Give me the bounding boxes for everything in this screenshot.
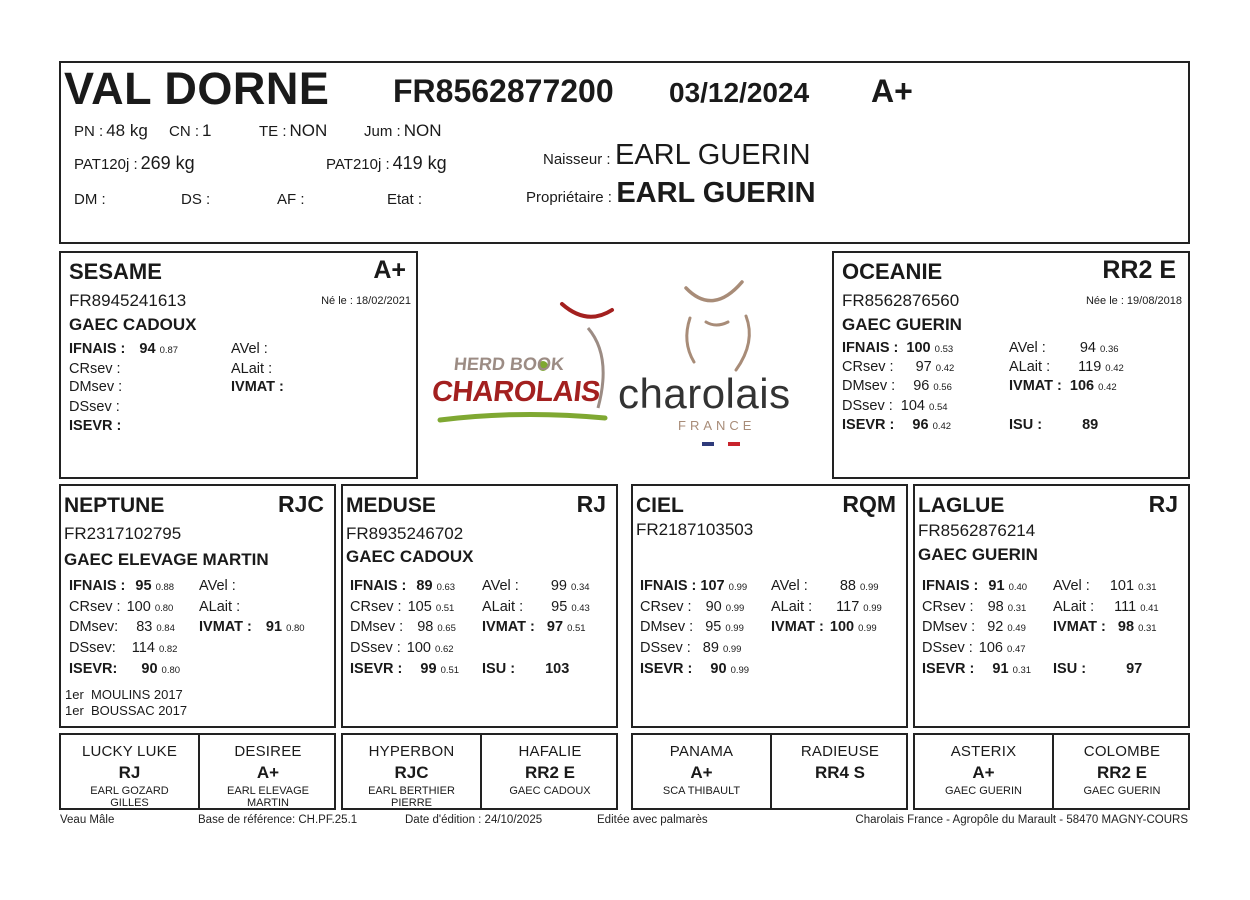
animal-name: VAL DORNE [64,63,330,114]
gp-avel-label: AVel : [199,578,236,594]
ggp-owner: GAEC GUERIN [1083,785,1161,797]
gp-alait: ALait : 111 0.41 [1053,599,1159,615]
dam-ivmat: IVMAT : 106 0.42 [1009,378,1117,394]
dam-avel: AVel : 94 0.36 [1009,340,1119,356]
gp-ivmat: IVMAT : 97 0.51 [482,619,586,635]
etat-label: Etat : [387,191,423,208]
palmares-item: 1er BOUSSAC 2017 [65,703,188,718]
sire-isevr-label: ISEVR : [69,418,122,434]
gp-id: FR2317102795 [64,524,182,543]
gp-ifnais: IFNAIS : 91 0.40 [922,578,1028,594]
gp-dssev: DSsev: 114 0.82 [69,640,178,656]
ggp-owner: GAEC GUERIN [944,785,1022,797]
ggp-name: HAFALIE [518,743,582,760]
footer-base: Base de référence: CH.PF.25.1 [198,814,358,826]
ggp-grade: RJC [394,763,429,782]
gp-name: NEPTUNE [64,494,165,517]
gp-grade: RQM [842,491,896,517]
sire-dssev-label: DSsev : [69,399,120,415]
sire-crsev-label: CRsev : [69,361,121,377]
herdbook-top: HERD BOOK [453,354,566,374]
ggp-cell [1054,735,1190,808]
ggp-name: ASTERIX [950,743,1017,760]
gp-dmsev: DMsev : 98 0.65 [350,619,456,635]
gp-name: CIEL [636,494,684,517]
gp-dssev: DSsev : 100 0.62 [350,640,454,656]
gp-crsev: CRsev : 90 0.99 [640,599,745,615]
pat210-field: PAT210j : 419 kg [326,153,447,173]
dam-born: Née le : 19/08/2018 [1085,295,1182,307]
gp-grade: RJ [576,491,606,517]
animal-id: FR8562877200 [393,73,614,109]
ggp-cell [343,735,480,808]
ds-label: DS : [181,191,211,208]
ggp-name: PANAMA [669,743,734,760]
gp-ifnais: IFNAIS : 107 0.99 [640,578,748,594]
dam-dssev: DSsev : 104 0.54 [842,398,948,414]
gp-crsev: CRsev : 105 0.51 [350,599,455,615]
gp-grade: RJC [277,491,324,517]
dam-ifnais: IFNAIS : 100 0.53 [842,340,954,356]
ggp-grade: A+ [690,763,713,782]
french-flag-icon [702,442,742,446]
ggp-grade: RR2 E [524,763,576,782]
dam-crsev: CRsev : 97 0.42 [842,359,955,375]
gp-avel: AVel : 99 0.34 [482,578,590,594]
jum-field: Jum : NON [364,121,442,140]
dam-dmsev: DMsev : 96 0.56 [842,378,952,394]
gp-id: FR8935246702 [346,524,464,543]
sire-box [59,251,418,479]
gp-isevr: ISEVR: 90 0.80 [69,661,181,677]
ggp-owner: EARL ELEVAGE MARTIN [227,785,309,809]
gp-isu: ISU : 103 [482,661,570,677]
gp-ivmat: IVMAT : 91 0.80 [199,619,305,635]
gp-ifnais: IFNAIS : 89 0.63 [350,578,456,594]
proprietaire-field: Propriétaire : EARL GUERIN [526,177,816,209]
ggp-name: HYPERBON [368,743,455,760]
af-label: AF : [277,191,305,208]
dm-label: DM : [74,191,106,208]
dam-isevr: ISEVR : 96 0.42 [842,417,952,433]
dam-isu: ISU : 89 [1009,417,1099,433]
animal-date: 03/12/2024 [669,77,810,108]
ggp-box-2 [341,733,618,810]
ggp-owner: SCA THIBAULT [662,785,741,797]
te-field: TE : NON [259,121,328,140]
gp-avel: AVel : 88 0.99 [771,578,879,594]
gp-dmsev: DMsev: 83 0.84 [69,619,175,635]
dam-grade: RR2 E [1102,256,1176,284]
gp-box-laglue [913,484,1190,728]
sire-id: FR8945241613 [69,291,187,310]
gp-ifnais: IFNAIS : 95 0.88 [69,578,175,594]
gp-id: FR8562876214 [918,521,1036,540]
footer-edition-date: Date d'édition : 24/10/2025 [405,814,543,826]
ggp-name: LUCKY LUKE [81,743,178,760]
dam-id: FR8562876560 [842,291,960,310]
gp-owner: GAEC CADOUX [346,547,474,566]
footer-palmares: Editée avec palmarès [597,814,708,826]
ggp-owner: EARL BERTHIER PIERRE [368,785,455,809]
ggp-name: COLOMBE [1083,743,1161,760]
ggp-cell [915,735,1052,808]
herdbook-logo [430,296,620,426]
ggp-owner: EARL GOZARD GILLES [90,785,169,809]
charolais-word: charolais [618,370,791,417]
gp-alait-label: ALait : [199,599,241,615]
gp-dmsev: DMsev : 92 0.49 [922,619,1026,635]
gp-box-neptune [59,484,336,728]
ggp-cell [200,735,336,808]
palmares-item: 1er MOULINS 2017 [65,687,183,702]
ggp-cell [482,735,618,808]
ggp-name: DESIREE [234,743,302,760]
gp-owner: GAEC ELEVAGE MARTIN [64,550,269,569]
header-box [59,61,1190,244]
ggp-grade: RR4 S [814,763,866,782]
dam-name: OCEANIE [842,259,943,284]
gp-avel: AVel : 101 0.31 [1053,578,1157,594]
gp-box-ciel [631,484,908,728]
gp-ivmat: IVMAT : 100 0.99 [771,619,877,635]
gp-box-meduse [341,484,618,728]
gp-isevr: ISEVR : 91 0.31 [922,661,1032,677]
ggp-name: RADIEUSE [800,743,880,760]
sire-alait-label: ALait : [231,361,273,377]
gp-ivmat: IVMAT : 98 0.31 [1053,619,1157,635]
sire-avel-label: AVel : [231,341,268,357]
ggp-box-1 [59,733,336,810]
sire-grade: A+ [373,256,406,284]
animal-grade: A+ [871,73,913,109]
ggp-cell [61,735,198,808]
gp-grade: RJ [1148,491,1178,517]
dam-box [832,251,1190,479]
charolais-sub: FRANCE [678,418,756,433]
pn-field: PN : 48 kg [74,121,148,140]
dam-alait: ALait : 119 0.42 [1009,359,1124,375]
gp-name: LAGLUE [918,494,1005,517]
ggp-grade: A+ [972,763,995,782]
sire-name: SESAME [69,259,162,284]
gp-name: MEDUSE [346,494,436,517]
ggp-grade: A+ [256,763,280,782]
cn-field: CN : 1 [169,121,212,140]
gp-isu: ISU : 97 [1053,661,1143,677]
sire-born: Né le : 18/02/2021 [321,295,411,307]
ggp-box-3 [631,733,908,810]
sire-dmsev-label: DMsev : [69,379,123,395]
gp-dmsev: DMsev : 95 0.99 [640,619,744,635]
ggp-cell [772,735,908,808]
gp-isevr: ISEVR : 90 0.99 [640,661,750,677]
footer-sex: Veau Mâle [60,814,115,826]
gp-crsev: CRsev : 98 0.31 [922,599,1027,615]
naisseur-field: Naisseur : EARL GUERIN [543,139,811,171]
gp-id: FR2187103503 [636,520,754,539]
gp-crsev: CRsev : 100 0.80 [69,599,174,615]
footer-address: Charolais France - Agropôle du Marault - 58470 MAGNY-COURS [855,814,1188,826]
gp-alait: ALait : 95 0.43 [482,599,590,615]
ggp-box-4 [913,733,1190,810]
sire-ivmat-label: IVMAT : [231,379,284,395]
ggp-owner: GAEC CADOUX [509,785,591,797]
ggp-grade: RJ [118,763,141,782]
ggp-grade: RR2 E [1096,763,1148,782]
gp-owner: GAEC GUERIN [918,545,1038,564]
gp-alait: ALait : 117 0.99 [771,599,882,615]
sire-ifnais: IFNAIS : 94 0.87 [69,341,179,357]
dam-owner: GAEC GUERIN [842,315,962,334]
gp-dssev: DSsev : 106 0.47 [922,640,1026,656]
ggp-cell [633,735,770,808]
pat120-field: PAT120j : 269 kg [74,153,195,173]
sire-owner: GAEC CADOUX [69,315,197,334]
charolais-france-logo [618,278,828,450]
gp-isevr: ISEVR : 99 0.51 [350,661,460,677]
gp-dssev: DSsev : 89 0.99 [640,640,742,656]
herdbook-main: CHAROLAIS [430,376,602,408]
